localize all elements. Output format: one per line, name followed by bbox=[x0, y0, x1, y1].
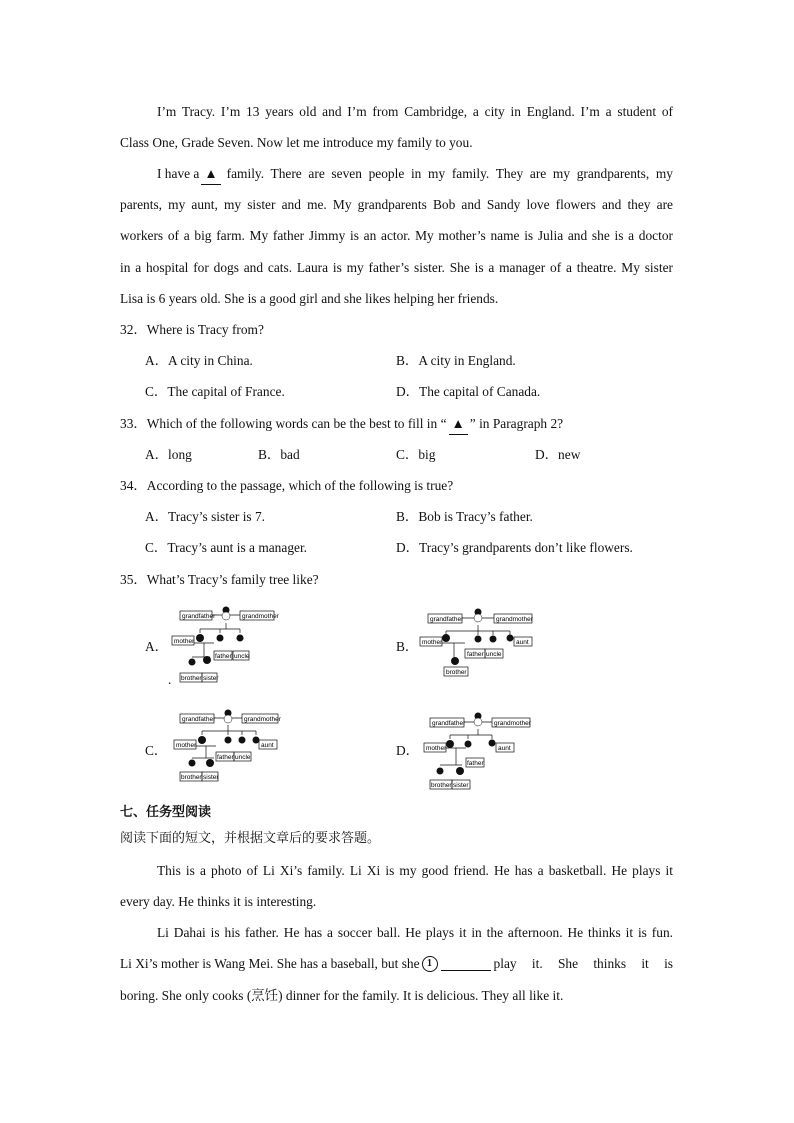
tree-label-brother: brother bbox=[181, 774, 202, 781]
question-32-stem: 32．Where is Tracy from? bbox=[120, 322, 264, 337]
q33-option-a[interactable]: A．long bbox=[145, 447, 192, 462]
passage2-line bbox=[120, 954, 673, 974]
tree-label-grandfather: grandfather bbox=[432, 720, 466, 727]
family-tree-b bbox=[418, 605, 538, 681]
passage1-line bbox=[157, 164, 673, 185]
q34-option-d[interactable]: D．Tracy’s grandparents don’t like flowers. bbox=[396, 540, 633, 555]
question-33-stem bbox=[120, 414, 563, 435]
question-34-stem: 34．According to the passage, which of the following is true? bbox=[120, 478, 454, 493]
section-title: 七、任务型阅读 bbox=[120, 805, 212, 820]
section-instruction: 阅读下面的短文，并根据文章后的要求答题。 bbox=[120, 831, 381, 846]
q35-option-a[interactable]: A． bbox=[145, 639, 169, 654]
q35-option-b[interactable]: B． bbox=[396, 639, 419, 654]
passage2-line: Li Dahai is his father. He has a soccer ball. He plays it in the afternoon. He thinks it is fun. bbox=[157, 925, 673, 940]
passage1-line: I’m Tracy. I’m 13 years old and I’m from Cambridge, a city in England. I’m a student of bbox=[157, 104, 673, 119]
text-span: play it. She thinks it is bbox=[493, 956, 673, 971]
passage2-line: boring. She only cooks (烹饪) dinner for the family. It is delicious. They all like it. bbox=[120, 988, 564, 1003]
tree-label-father: father bbox=[467, 651, 484, 658]
tree-label-grandfather: grandfather bbox=[182, 613, 216, 620]
tree-label-mother: mother bbox=[426, 745, 447, 752]
q35-dot: . bbox=[168, 672, 172, 687]
q34-option-c[interactable]: C．Tracy’s aunt is a manager. bbox=[145, 540, 308, 555]
text-span: 33．Which of the following words can be the best to fill in “ bbox=[120, 416, 447, 431]
tree-label-brother: brother bbox=[181, 675, 202, 682]
tree-label-brother: brother bbox=[446, 669, 467, 676]
text-span: I have a bbox=[157, 166, 200, 181]
text-span: Li Xi’s mother is Wang Mei. She has a baseball, but she bbox=[120, 956, 420, 971]
tree-label-aunt: aunt bbox=[261, 742, 274, 749]
tree-label-grandfather: grandfather bbox=[182, 716, 216, 723]
passage1-line: Class One, Grade Seven. Now let me introduce my family to you. bbox=[120, 135, 473, 150]
tree-label-aunt: aunt bbox=[498, 745, 511, 752]
tree-label-grandmother: grandmother bbox=[494, 720, 531, 727]
blank-number-icon: 1 bbox=[422, 956, 438, 972]
tree-label-grandfather: grandfather bbox=[430, 616, 464, 623]
tree-label-aunt: aunt bbox=[516, 639, 529, 646]
passage1-line: workers of a big farm. My father Jimmy is an actor. My mother’s name is Julia and she is a doctor bbox=[120, 228, 673, 243]
tree-label-sister: sister bbox=[203, 774, 219, 781]
q35-option-d[interactable]: D． bbox=[396, 743, 420, 758]
passage2-line: This is a photo of Li Xi’s family. Li Xi is my good friend. He has a basketball. He plays it bbox=[157, 863, 673, 878]
tree-label-grandmother: grandmother bbox=[242, 613, 279, 620]
tree-label-uncle: uncle bbox=[234, 653, 250, 660]
answer-blank: ▲ bbox=[449, 414, 468, 435]
passage2-line: every day. He thinks it is interesting. bbox=[120, 894, 317, 909]
q32-option-b[interactable]: B．A city in England. bbox=[396, 353, 516, 368]
q35-option-c[interactable]: C． bbox=[145, 743, 168, 758]
family-tree-a bbox=[170, 605, 280, 687]
answer-blank-1[interactable] bbox=[441, 958, 491, 971]
tree-label-sister: sister bbox=[453, 782, 469, 789]
q32-option-c[interactable]: C．The capital of France. bbox=[145, 384, 285, 399]
text-span: family. There are seven people in my family. They are my grandparents, my bbox=[226, 166, 673, 181]
tree-label-father: father bbox=[467, 760, 484, 767]
tree-label-father: father bbox=[215, 653, 232, 660]
q32-option-d[interactable]: D．The capital of Canada. bbox=[396, 384, 541, 399]
tree-label-mother: mother bbox=[174, 638, 195, 645]
q33-option-b[interactable]: B．bad bbox=[258, 447, 300, 462]
tree-label-uncle: uncle bbox=[235, 754, 251, 761]
passage1-line: Lisa is 6 years old. She is a good girl and she likes helping her friends. bbox=[120, 291, 499, 306]
answer-blank: ▲ bbox=[201, 164, 220, 185]
tree-label-father: father bbox=[217, 754, 234, 761]
q34-option-a[interactable]: A．Tracy’s sister is 7. bbox=[145, 509, 266, 524]
q34-option-b[interactable]: B．Bob is Tracy’s father. bbox=[396, 509, 533, 524]
text-span: ” in Paragraph 2? bbox=[469, 416, 564, 431]
tree-label-mother: mother bbox=[422, 639, 443, 646]
q33-option-c[interactable]: C．big bbox=[396, 447, 436, 462]
family-tree-c bbox=[172, 708, 282, 788]
family-tree-d bbox=[422, 710, 534, 794]
tree-label-uncle: uncle bbox=[486, 651, 502, 658]
tree-label-mother: mother bbox=[176, 742, 197, 749]
passage1-line: in a hospital for dogs and cats. Laura is my father’s sister. She is a manager of a theatre. My sister bbox=[120, 260, 673, 275]
tree-label-grandmother: grandmother bbox=[496, 616, 533, 623]
q32-option-a[interactable]: A．A city in China. bbox=[145, 353, 253, 368]
question-35-stem: 35．What’s Tracy’s family tree like? bbox=[120, 572, 319, 587]
q33-option-d[interactable]: D．new bbox=[535, 447, 581, 462]
tree-label-sister: sister bbox=[203, 675, 219, 682]
passage1-line: parents, my aunt, my sister and me. My grandparents Bob and Sandy love flowers and they are bbox=[120, 197, 673, 212]
tree-label-grandmother: grandmother bbox=[244, 716, 281, 723]
tree-label-brother: brother bbox=[431, 782, 452, 789]
